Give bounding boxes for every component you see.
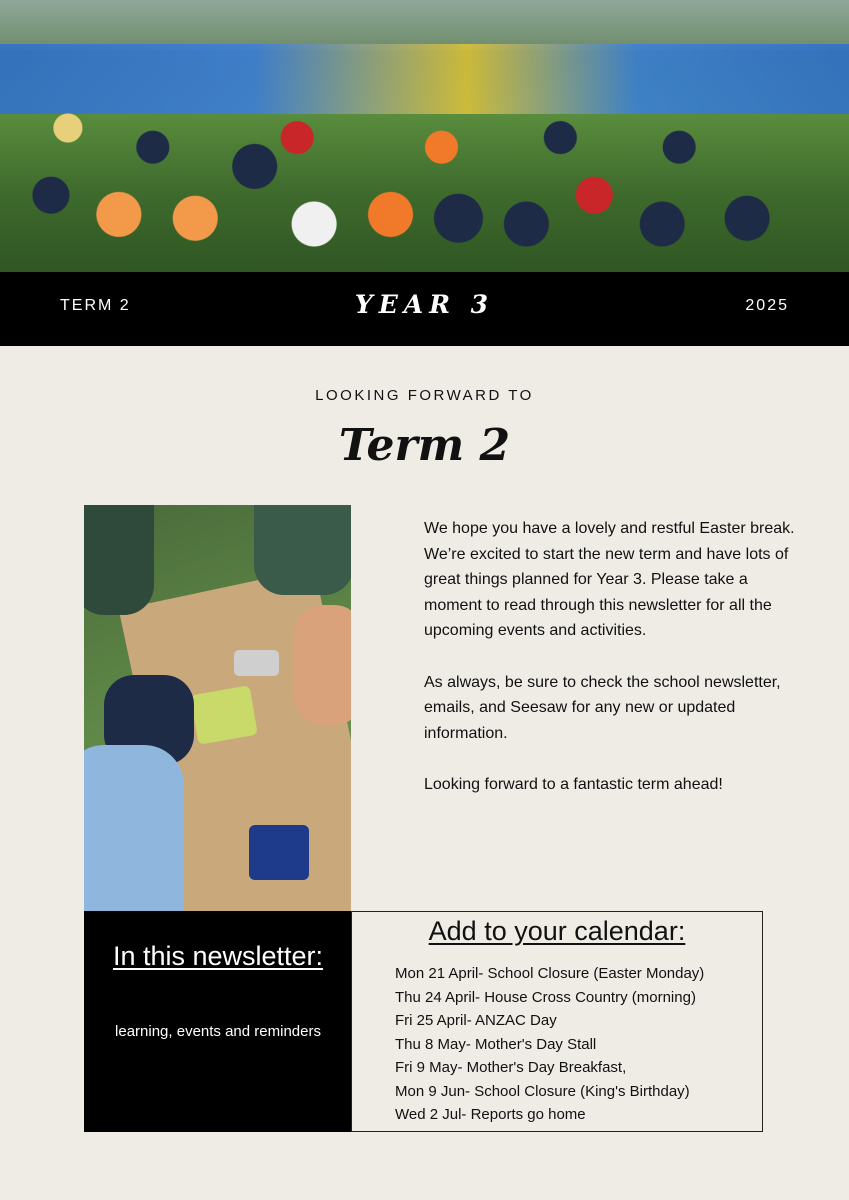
calendar-list xyxy=(395,962,704,1127)
hero-class-photo xyxy=(0,0,849,272)
intro-text xyxy=(424,516,804,823)
photo-student xyxy=(84,745,184,911)
calendar-heading: Add to your calendar: xyxy=(428,916,686,946)
hero-background xyxy=(0,0,849,50)
calendar-event: Thu 8 May- Mother's Day Stall xyxy=(395,1035,597,1053)
intro-kicker: LOOKING FORWARD TO xyxy=(315,387,534,404)
lunchbox xyxy=(190,685,258,745)
intro-paragraph: As always, be sure to check the school newsletter, emails, and Seesaw for any new or updated information. xyxy=(424,673,781,742)
calendar-event: Mon 9 Jun- School Closure (King's Birthday) xyxy=(395,1082,690,1100)
calendar-event: Wed 2 Jul- Reports go home xyxy=(395,1106,586,1123)
in-this-newsletter-box xyxy=(84,911,352,1132)
in-this-newsletter-items: learning, events and reminders xyxy=(115,1023,321,1040)
lunch-photo xyxy=(84,505,351,911)
hero-students xyxy=(0,80,849,272)
calendar-event: Fri 25 April- ANZAC Day xyxy=(395,1012,557,1029)
page-title: Term 2 xyxy=(338,420,511,471)
lunchbox xyxy=(234,650,279,676)
header-band xyxy=(0,272,849,346)
calendar-event: Fri 9 May- Mother's Day Breakfast, xyxy=(395,1059,627,1076)
lunchbox xyxy=(249,825,309,880)
header-title: YEAR 3 xyxy=(354,290,495,319)
intro-paragraph: Looking forward to a fantastic term ahead! xyxy=(424,775,723,793)
calendar-event: Thu 24 April- House Cross Country (morning) xyxy=(395,988,696,1006)
calendar-event: Mon 21 April- School Closure (Easter Monday) xyxy=(395,965,705,982)
calendar-box xyxy=(351,911,763,1132)
intro-paragraph: We hope you have a lovely and restful Easter break. We’re excited to start the new term and have lots of great things planned for Year 3. Please take a moment to read through this newsletter for all the upcoming events and activities. xyxy=(424,520,795,640)
photo-student xyxy=(294,605,351,725)
photo-student xyxy=(254,505,351,595)
header-year: 2025 xyxy=(745,297,789,314)
in-this-newsletter-heading: In this newsletter: xyxy=(112,941,324,971)
photo-student xyxy=(84,505,154,615)
term-label: TERM 2 xyxy=(60,297,131,314)
